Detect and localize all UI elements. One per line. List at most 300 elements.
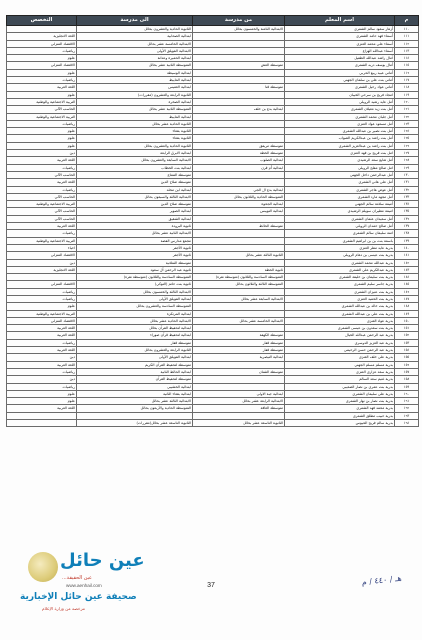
cell-teacher-name: أمل بنت زيد معيلان الشمري: [285, 106, 395, 113]
table-row: [7, 347, 419, 354]
cell-number: ١٢٧: [395, 150, 419, 157]
cell-number: ١٣١: [395, 179, 419, 186]
cell-specialization: رياضيات: [7, 230, 77, 237]
cell-to-school: الابتدائية السابعة والعشرون بحائل: [77, 157, 193, 164]
cell-number: ١٤٧: [395, 295, 419, 302]
cell-specialization: دين: [7, 354, 77, 361]
page-number: 37: [207, 582, 215, 589]
cell-from-school: [193, 383, 285, 390]
cell-to-school: الثانوية الرابعة والعشرون بحائل: [77, 347, 193, 354]
cell-teacher-name: امجاد فريح بن سرحي الخيبان: [285, 91, 395, 98]
cell-from-school: الثانوية الثالثة عشر بحائل: [193, 252, 285, 259]
cell-teacher-name: بدرية غنيم سعد السالم: [285, 376, 395, 383]
cell-from-school: ابتدائية جبة الاولى: [193, 390, 285, 397]
table-row: [7, 98, 419, 105]
cell-specialization: [7, 26, 77, 33]
table-row: [7, 179, 419, 186]
table-row: [7, 69, 419, 76]
table-row: [7, 368, 419, 375]
cell-to-school: ابتدائية الابرق الرابعة: [77, 150, 193, 157]
cell-number: ١٢٩: [395, 164, 419, 171]
cell-to-school: الابتدائية الثالثة والسبعون بحائل: [77, 193, 193, 200]
cell-teacher-name: أمال يوسف دربه الشمري: [285, 62, 395, 69]
cell-from-school: ابتدائية الصلوب: [193, 157, 285, 164]
cell-specialization: رياضيات: [7, 339, 77, 346]
cell-teacher-name: أماني عواد رحيل الشمري: [285, 84, 395, 91]
cell-from-school: [193, 230, 285, 237]
cell-teacher-name: أمل عبدالرحمن داخل الجهني: [285, 171, 395, 178]
cell-number: ١١٢: [395, 40, 419, 47]
table-row: [7, 128, 419, 135]
cell-from-school: [193, 237, 285, 244]
header-number: م: [395, 16, 419, 26]
cell-from-school: [193, 33, 285, 40]
cell-from-school: [193, 376, 285, 383]
cell-from-school: [193, 325, 285, 332]
cell-number: ١٥٤: [395, 347, 419, 354]
cell-specialization: التربية الاجتماعية والوطنية: [7, 98, 77, 105]
cell-teacher-name: امل بنت فريج بن فهد العنزي: [285, 150, 395, 157]
cell-teacher-name: أماني بنت علي بن سلمان الجهني: [285, 77, 395, 84]
cell-teacher-name: بدرية بنت عيسى بن دهام الرويلي: [285, 252, 395, 259]
cell-number: ١٥٥: [395, 354, 419, 361]
cell-number: ١٥٠: [395, 317, 419, 324]
cell-to-school: المتوسطة الحادية والأربعون بحائل: [77, 405, 193, 412]
cell-specialization: اللغة العربية: [7, 179, 77, 186]
cell-specialization: اللغة العربية: [7, 361, 77, 368]
cell-number: ١٤١: [395, 252, 419, 259]
table-row: [7, 390, 419, 397]
cell-number: ١١٥: [395, 62, 419, 69]
table-row: [7, 164, 419, 171]
cell-teacher-name: بدرية سعد عزاري العنزي: [285, 368, 395, 375]
cell-from-school: متوسطة مريفق: [193, 142, 285, 149]
cell-to-school: المتوسطة السادسة والثلاثون (متوسطة نقرة): [77, 274, 193, 281]
cell-to-school: الابتدائية الثالثة عشر بحائل: [77, 398, 193, 405]
cell-number: ١٣٣: [395, 193, 419, 200]
cell-specialization: التربية الاجتماعية والوطنية: [7, 201, 77, 208]
cell-to-school: ثانوية الأجفر: [77, 244, 193, 251]
cell-from-school: متوسطة العش: [193, 62, 285, 69]
cell-to-school: ابتدائية المابيط: [77, 77, 193, 84]
cell-teacher-name: أمل جلبان محمد الشمري: [285, 113, 395, 120]
cell-to-school: ابتدائية الفويلق الأولى: [77, 295, 193, 302]
cell-teacher-name: أمل صالح حمدان الرويلي: [285, 223, 395, 230]
cell-to-school: الثانوية الحادية والعشرون بحائل: [77, 142, 193, 149]
cell-to-school: الابتدائية الفويلق الأولى: [77, 47, 193, 54]
table-row: [7, 354, 419, 361]
cell-from-school: [193, 113, 285, 120]
table-row: [7, 215, 419, 222]
table-row: [7, 26, 419, 33]
cell-from-school: الابتدائية السابعة عشر بحائل: [193, 295, 285, 302]
table-row: [7, 295, 419, 302]
cell-number: ١١٤: [395, 55, 419, 62]
cell-to-school: ابتدائية الحائط الثانية: [77, 368, 193, 375]
cell-teacher-name: باسمة بنت بن بن ابراهيم الشمري: [285, 237, 395, 244]
cell-specialization: الاقتصاد المنزلي: [7, 281, 77, 288]
cell-specialization: اللغة الانجليزية: [7, 266, 77, 273]
cell-from-school: متوسطة الحائط: [193, 223, 285, 230]
cell-number: ١٣٩: [395, 237, 419, 244]
table-row: [7, 288, 419, 295]
cell-teacher-name: بدرية بنت عنيزان الشمري: [285, 288, 395, 295]
table-row: [7, 193, 419, 200]
cell-from-school: ابتدائية بدع ال الجي: [193, 186, 285, 193]
cell-teacher-name: بدرية بنت سعدون بن عيسى الشمري: [285, 325, 395, 332]
cell-teacher-name: آمال راشد عبدالله الطفيل: [285, 55, 395, 62]
cell-teacher-name: أمل بنت راشد بن عبدالعزيز الشمري: [285, 142, 395, 149]
cell-number: ١٦١: [395, 398, 419, 405]
cell-specialization: اللغة العربية: [7, 325, 77, 332]
cell-teacher-name: بدرية بنت سليمان بن خليفة الشمري: [285, 274, 395, 281]
table-row: [7, 266, 419, 273]
cell-from-school: [193, 40, 285, 47]
cell-number: ١٢٣: [395, 120, 419, 127]
cell-specialization: [7, 420, 77, 427]
cell-specialization: علوم: [7, 128, 77, 135]
cell-number: ١٤٣: [395, 266, 419, 273]
table-row: [7, 150, 419, 157]
cell-to-school: الابتدائية الحادية عشر بحائل: [77, 317, 193, 324]
cell-teacher-name: اميمة مطيران سويلم الرشيدي: [285, 208, 395, 215]
cell-from-school: [193, 77, 285, 84]
globe-icon: [28, 552, 58, 582]
cell-specialization: اللغة الانجليزية: [7, 33, 77, 40]
cell-specialization: دين: [7, 150, 77, 157]
header-to-school: الى مدرسة: [77, 16, 193, 26]
cell-specialization: علوم: [7, 303, 77, 310]
cell-teacher-name: بدرية سالم فريح الحيوس: [285, 420, 395, 427]
table-row: [7, 405, 419, 412]
cell-teacher-name: أمل مسعود عواد العنزي: [285, 120, 395, 127]
watermark-logo: [20, 544, 145, 634]
cell-from-school: [193, 259, 285, 266]
watermark-tagline: عين الحقيقة...: [62, 575, 93, 581]
cell-from-school: [193, 55, 285, 62]
table-row: [7, 135, 419, 142]
cell-from-school: [193, 303, 285, 310]
cell-specialization: اللغة العربية: [7, 347, 77, 354]
cell-specialization: رياضيات: [7, 120, 77, 127]
cell-teacher-name: بدرية بنت الحميد العنزي: [285, 295, 395, 302]
cell-to-school: الثانوية التاسعة عشر بحائل(مقررات): [77, 420, 193, 427]
cell-teacher-name: أمل بنت نصير بن عبدالله الشمري: [285, 128, 395, 135]
cell-specialization: علوم: [7, 390, 77, 397]
cell-from-school: متوسطة قفار: [193, 347, 285, 354]
table-row: [7, 113, 419, 120]
cell-number: ١٤٩: [395, 310, 419, 317]
cell-teacher-name: بدرية جاسر سليم الشمري: [285, 281, 395, 288]
cell-to-school: متوسطة لتحفيظ القرآن: [77, 376, 193, 383]
cell-from-school: ثانوية الخطة: [193, 266, 285, 273]
cell-teacher-name: أمل مجهد مارد الشمري: [285, 193, 395, 200]
stamp-text: هـ / ٤٤٠ / م: [361, 573, 402, 587]
cell-from-school: [193, 98, 285, 105]
table-row: [7, 208, 419, 215]
cell-to-school: ابتدائية الحميرة وعدانة: [77, 55, 193, 62]
cell-specialization: علوم: [7, 135, 77, 142]
table-row: [7, 376, 419, 383]
table-row: [7, 77, 419, 84]
table-row: [7, 84, 419, 91]
cell-to-school: [77, 412, 193, 419]
cell-teacher-name: بدرية عبدالكريم علي الشمري: [285, 266, 395, 273]
cell-from-school: متوسطة الخطة: [193, 150, 285, 157]
cell-number: ١٤٠: [395, 244, 419, 251]
cell-teacher-name: بدرية عواد العنزي: [285, 317, 395, 324]
cell-number: ١٢١: [395, 106, 419, 113]
cell-number: ١٣٥: [395, 208, 419, 215]
cell-specialization: علوم: [7, 91, 77, 98]
table-header-row: [7, 16, 419, 26]
cell-number: ١١٧: [395, 77, 419, 84]
cell-teacher-name: أمل عوض هاجر الشمري: [285, 186, 395, 193]
cell-number: ١٤٦: [395, 288, 419, 295]
cell-number: ١٥٩: [395, 383, 419, 390]
cell-teacher-name: أسماء عبدالله الهزاع: [285, 47, 395, 54]
cell-from-school: [193, 120, 285, 127]
cell-number: ١٣٤: [395, 201, 419, 208]
table-row: [7, 361, 419, 368]
cell-specialization: رياضيات: [7, 368, 77, 375]
cell-to-school: ابتدائية الوسيطة: [77, 69, 193, 76]
cell-teacher-name: أمل سعيدان عثمان الشمري: [285, 215, 395, 222]
cell-to-school: ثانوية الأجفر: [77, 252, 193, 259]
cell-teacher-name: أسماء علي محمد العنزي: [285, 40, 395, 47]
cell-teacher-name: بدرية عبد العزيز الدوسري: [285, 339, 395, 346]
cell-specialization: رياضيات: [7, 383, 77, 390]
cell-number: ١٤٤: [395, 274, 419, 281]
cell-to-school: الابتدائية الثانية عشر بحائل: [77, 230, 193, 237]
cell-number: ١٦٠: [395, 390, 419, 397]
table-row: [7, 310, 419, 317]
cell-from-school: متوسطة الشنان: [193, 368, 285, 375]
cell-teacher-name: أمل عايد رشيد الرويلي: [285, 98, 395, 105]
cell-to-school: ابتدائية الشقيق: [77, 215, 193, 222]
table-row: [7, 398, 419, 405]
cell-number: ١٢٠: [395, 98, 419, 105]
cell-from-school: ابتدائية الجحوة: [193, 201, 285, 208]
table-row: [7, 223, 419, 230]
cell-teacher-name: بدرية حبيب مطلق الشمري: [285, 412, 395, 419]
cell-to-school: متوسطة قفار: [77, 339, 193, 346]
cell-teacher-name: بدرية عايد مطر العنزي: [285, 244, 395, 251]
cell-specialization: الحاسب الآلي: [7, 106, 77, 113]
cell-specialization: رياضيات: [7, 164, 77, 171]
cell-to-school: ابتدائية الخشيبي: [77, 383, 193, 390]
watermark-site-title: عين حائل: [60, 550, 145, 571]
cell-specialization: دين: [7, 259, 77, 266]
cell-teacher-name: بدرية بنت علي بن عبدالله الشمري: [285, 310, 395, 317]
cell-from-school: متوسطة الغافة: [193, 405, 285, 412]
cell-to-school: ابتدائية ابن مخلد: [77, 186, 193, 193]
cell-specialization: [7, 274, 77, 281]
handwritten-stamp: [357, 574, 402, 595]
cell-to-school: ابتدائية المرتكزة: [77, 310, 193, 317]
table-row: [7, 47, 419, 54]
cell-to-school: ابتدائية لتحفيظ القرآن بحائل: [77, 325, 193, 332]
cell-teacher-name: أماني عبيد ربيع الحربي: [285, 69, 395, 76]
table-row: [7, 274, 419, 281]
cell-to-school: ابتدائية الصحابية: [77, 33, 193, 40]
cell-number: ١٥٣: [395, 339, 419, 346]
cell-specialization: الحاسب الآلي: [7, 208, 77, 215]
cell-specialization: اللغة العربية: [7, 157, 77, 164]
cell-number: ١٣٠: [395, 171, 419, 178]
table-row: [7, 171, 419, 178]
cell-specialization: التربية الاجتماعية والوطنية: [7, 113, 77, 120]
watermark-url: www.aenhail.com: [66, 583, 102, 588]
cell-from-school: [193, 215, 285, 222]
cell-from-school: [193, 288, 285, 295]
table-row: [7, 420, 419, 427]
cell-number: ١٣٧: [395, 223, 419, 230]
cell-specialization: الحاسب الآلي: [7, 193, 77, 200]
cell-number: ١٦٣: [395, 412, 419, 419]
cell-number: ١٥٧: [395, 368, 419, 375]
cell-specialization: رياضيات: [7, 77, 77, 84]
cell-teacher-name: بدرية عبد الرحمن حسن الرحيمي: [285, 347, 395, 354]
cell-specialization: اللغة العربية: [7, 84, 77, 91]
table-row: [7, 325, 419, 332]
cell-to-school: الثانوية بقعاء: [77, 128, 193, 135]
header-teacher-name: اسم المعلم: [285, 16, 395, 26]
table-row: [7, 142, 419, 149]
cell-teacher-name: امنة سليمان سالم الشمري: [285, 230, 395, 237]
cell-number: ١٦٢: [395, 405, 419, 412]
cell-to-school: ابتدائية الصخرة: [77, 98, 193, 105]
cell-teacher-name: بدرية علي سليمان الشمري: [285, 390, 395, 397]
cell-number: ١٤٨: [395, 303, 419, 310]
table-row: [7, 281, 419, 288]
cell-number: ١١٠: [395, 26, 419, 33]
cell-number: ١٥١: [395, 325, 419, 332]
cell-specialization: الاقتصاد المنزلي: [7, 317, 77, 324]
table-row: [7, 230, 419, 237]
cell-specialization: رياضيات: [7, 288, 77, 295]
cell-to-school: متوسطة لتحفيظ القرآن الكريم: [77, 361, 193, 368]
cell-specialization: علوم: [7, 142, 77, 149]
cell-to-school: متوسطة التمتاع: [77, 171, 193, 178]
cell-number: ١٢٥: [395, 135, 419, 142]
cell-from-school: [193, 310, 285, 317]
cell-teacher-name: بدرية عبد الرحمن عبدالله الخيال: [285, 332, 395, 339]
table-row: [7, 91, 419, 98]
cell-to-school: ابتدائية الغميس: [77, 84, 193, 91]
cell-teacher-name: بدرية بنت نصار بن نهار الشمري: [285, 398, 395, 405]
cell-from-school: متوسطة قنا: [193, 84, 285, 91]
cell-to-school: الثانوية بقعاء: [77, 135, 193, 142]
cell-specialization: علوم: [7, 69, 77, 76]
table-row: [7, 244, 419, 251]
cell-specialization: اللغة العربية: [7, 332, 77, 339]
cell-to-school: مجمع مدارس الفضة: [77, 237, 193, 244]
cell-to-school: ثانوية عبد الرحمن آل سعود: [77, 266, 193, 273]
cell-specialization: علوم: [7, 398, 77, 405]
header-from-school: من مدرسة: [193, 16, 285, 26]
cell-teacher-name: بدرية بنت خالد بن عبدالله الشمري: [285, 303, 395, 310]
cell-to-school: الثانوية الرابعة والعشرون (مقررات): [77, 91, 193, 98]
cell-specialization: التربية الاجتماعية والوطنية: [7, 237, 77, 244]
cell-from-school: [193, 244, 285, 251]
cell-number: ١٢٤: [395, 128, 419, 135]
table-row: [7, 237, 419, 244]
watermark-news-line: صحيفة عين حائل الإخبارية: [20, 592, 137, 602]
cell-teacher-name: امل صالح مفلح الرويلي: [285, 164, 395, 171]
table-row: [7, 55, 419, 62]
cell-from-school: [193, 91, 285, 98]
cell-teacher-name: بدرية محمد فهد الشمري: [285, 405, 395, 412]
table-row: [7, 332, 419, 339]
cell-specialization: رياضيات: [7, 186, 77, 193]
cell-from-school: ابتدائية التويبس: [193, 208, 285, 215]
cell-to-school: متوسطة صلاح الدين: [77, 179, 193, 186]
cell-number: ١٤٢: [395, 259, 419, 266]
table-row: [7, 339, 419, 346]
table-row: [7, 303, 419, 310]
cell-specialization: رياضيات: [7, 295, 77, 302]
cell-from-school: [193, 47, 285, 54]
table-body: [7, 26, 419, 427]
cell-number: ١٣٨: [395, 230, 419, 237]
cell-teacher-name: بدرية علي خلف العنزي: [285, 354, 395, 361]
teacher-transfer-table: [6, 15, 419, 427]
cell-specialization: الحاسب الآلي: [7, 171, 77, 178]
cell-from-school: [193, 179, 285, 186]
cell-number: ١٦٤: [395, 420, 419, 427]
cell-to-school: ابتدائية بقعاء الثانية: [77, 390, 193, 397]
cell-to-school: متوسطة صلاح الدين: [77, 201, 193, 208]
cell-number: ١٢٢: [395, 113, 419, 120]
cell-number: ١٥٨: [395, 376, 419, 383]
cell-specialization: الاقتصاد المنزلي: [7, 62, 77, 69]
table-row: [7, 259, 419, 266]
cell-from-school: متوسطة قفار: [193, 339, 285, 346]
cell-to-school: ابتدائية لتحفيظ قرآن صوراء: [77, 332, 193, 339]
cell-teacher-name: أزهار سعود سالم الشمري: [285, 26, 395, 33]
cell-to-school: المتوسطة السادسة والعشرون بحائل: [77, 303, 193, 310]
table-row: [7, 252, 419, 259]
table-row: [7, 106, 419, 113]
cell-number: ١١١: [395, 33, 419, 40]
cell-number: ١١٦: [395, 69, 419, 76]
cell-teacher-name: بدرية مسلم مسلم الجهني: [285, 361, 395, 368]
cell-to-school: متوسطة الثملاتية: [77, 259, 193, 266]
cell-from-school: ابتدائية بدع بن خلف: [193, 106, 285, 113]
cell-number: ١٤٥: [395, 281, 419, 288]
watermark-license: مرخصة من وزارة الإعلام: [42, 606, 86, 611]
cell-number: ١٥٦: [395, 361, 419, 368]
cell-to-school: الثانوية الحادية والعشرون بحائل: [77, 26, 193, 33]
cell-from-school: [193, 128, 285, 135]
cell-to-school: ابتدائية المابيط: [77, 113, 193, 120]
cell-from-school: [193, 135, 285, 142]
table-row: [7, 33, 419, 40]
cell-to-school: ابتدائية الصوير: [77, 208, 193, 215]
cell-specialization: اللغة العربية: [7, 223, 77, 230]
table-row: [7, 186, 419, 193]
table-row: [7, 157, 419, 164]
cell-from-school: الثانوية التاسعة عشر بحائل: [193, 420, 285, 427]
cell-specialization: [7, 412, 77, 419]
cell-number: ١١٨: [395, 84, 419, 91]
cell-specialization: علوم: [7, 55, 77, 62]
cell-specialization: اللغة العربية: [7, 405, 77, 412]
cell-to-school: ابتدائية الفويلق الأولى: [77, 354, 193, 361]
cell-to-school: ثانوية بنت حاتم (التوكي): [77, 281, 193, 288]
cell-to-school: ابتدائية بنت الخطاب: [77, 164, 193, 171]
